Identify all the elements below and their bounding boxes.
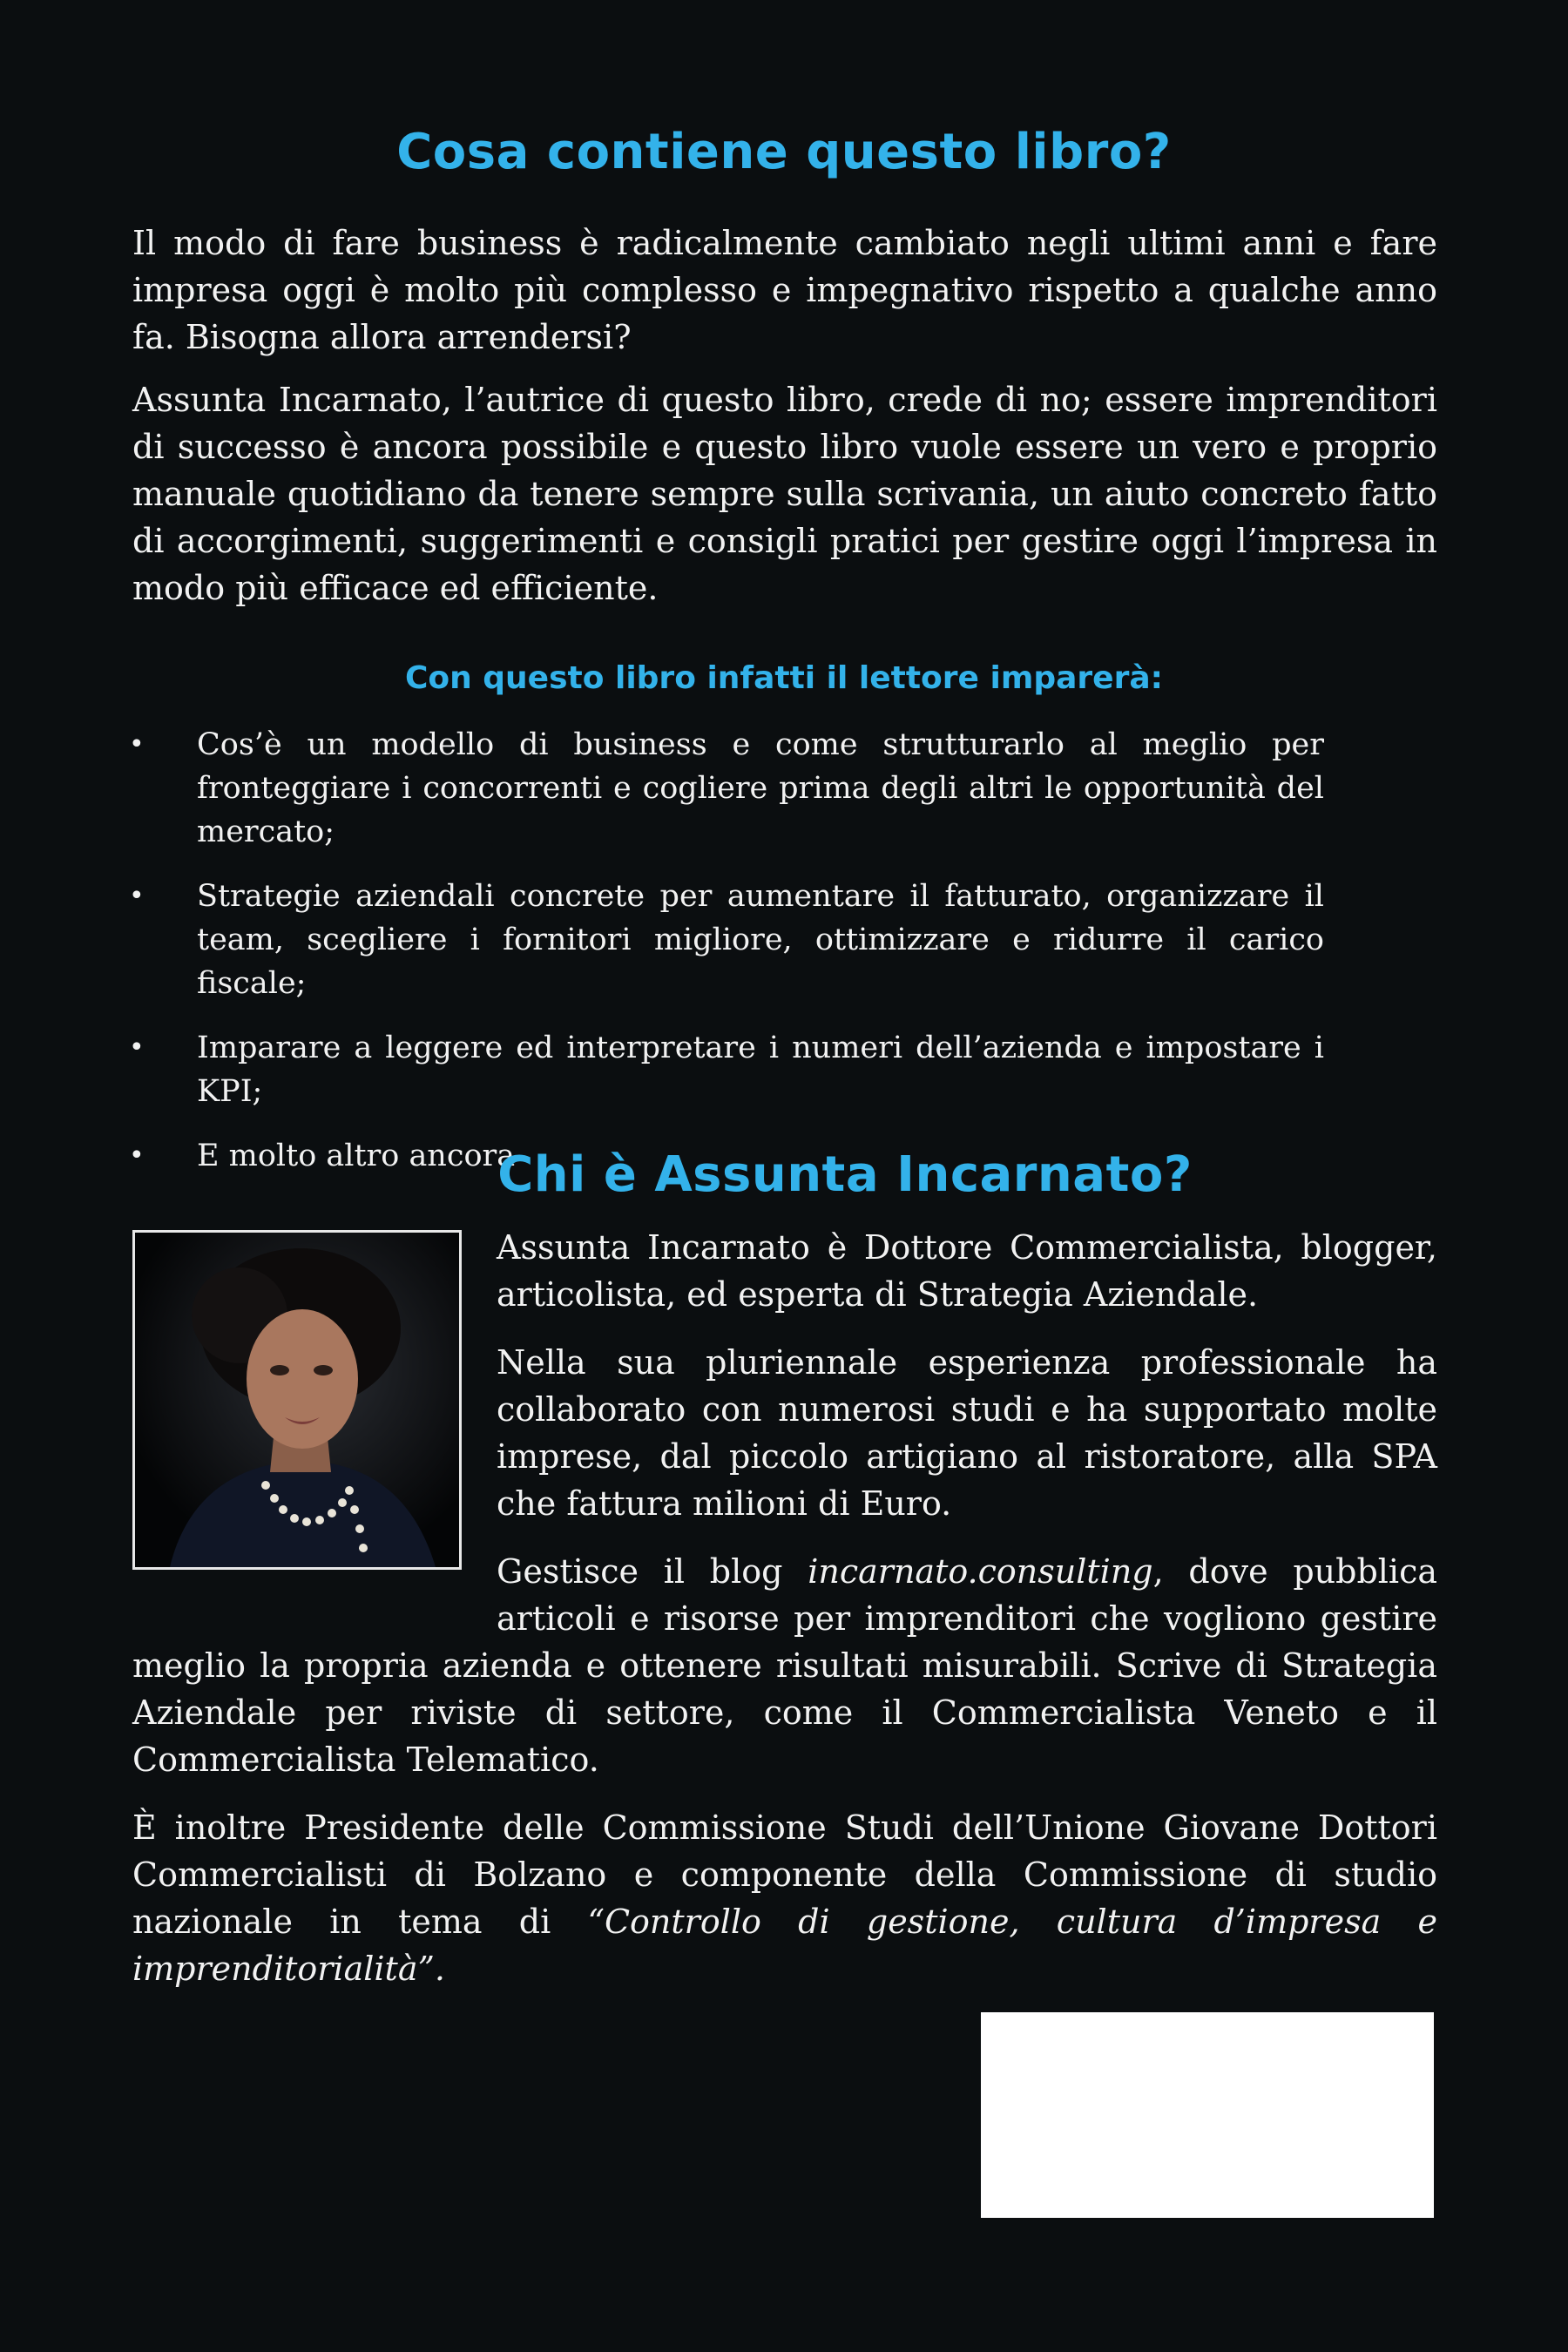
bullet-icon: • bbox=[129, 1140, 145, 1171]
bullet-icon: • bbox=[129, 729, 145, 760]
bullet-icon: • bbox=[129, 881, 145, 911]
list-item bbox=[129, 1026, 1324, 1113]
learning-list bbox=[129, 723, 1324, 1199]
bullet-icon: • bbox=[129, 1032, 145, 1063]
bio-paragraph-3: Gestisce il blog incarnato.consulting, dove pubblica articoli e risorse per imprenditori che vogliono gestire meglio la propria azienda e ottenere risultati misurabili. Scrive di Strategia Aziendale per riviste di settore, come il Commercialista Veneto e il Commercialista Telematico. bbox=[132, 1552, 1438, 1779]
list-item-text: Cos’è un modello di business e come strutturarlo al meglio per fronteggiare i concorrenti e cogliere prima degli altri le opportunità del mercato; bbox=[197, 727, 1324, 849]
section-title-author: Chi è Assunta Incarnato? bbox=[497, 1146, 1193, 1203]
bio-paragraph-1: Assunta Incarnato è Dottore Commercialista, blogger, articolista, ed esperta di Strategia Aziendale. bbox=[497, 1228, 1437, 1314]
list-item-text: Strategie aziendali concrete per aumentare il fatturato, organizzare il team, scegliere i fornitori migliore, ottimizzare e ridurre il carico fiscale; bbox=[197, 879, 1324, 1001]
author-photo bbox=[132, 1230, 462, 1570]
bio-paragraph-2: Nella sua pluriennale esperienza professionale ha collaborato con numerosi studi e ha supportato molte imprese, dal piccolo artigiano al ristoratore, alla SPA che fattura milioni di Euro. bbox=[497, 1343, 1437, 1523]
blog-name: incarnato.consulting bbox=[808, 1552, 1153, 1591]
intro-paragraph-1: Il modo di fare business è radicalmente cambiato negli ultimi anni e fare impresa oggi è molto più complesso e impegnativo rispetto a qualche anno fa. Bisogna allora arrendersi? bbox=[132, 224, 1437, 356]
list-item bbox=[129, 875, 1324, 1005]
section-title-book-contents: Cosa contiene questo libro? bbox=[396, 124, 1172, 180]
commission-topic: “Controllo di gestione, cultura d’impresa e imprenditorialità”. bbox=[132, 1903, 1437, 1988]
barcode-placeholder bbox=[981, 2012, 1434, 2218]
author-portrait-illustration bbox=[135, 1233, 459, 1567]
intro-paragraph-2: Assunta Incarnato, l’autrice di questo libro, crede di no; essere imprenditori di successo è ancora possibile e questo libro vuole essere un vero e proprio manuale quotidiano da tenere sempre sulla scrivania, un aiuto concreto fatto di accorgimenti, suggerimenti e consigli pratici per gestire oggi l’impresa in modo più efficace ed efficiente. bbox=[132, 381, 1437, 607]
learning-subheading: Con questo libro infatti il lettore imparerà: bbox=[404, 660, 1164, 696]
bio-paragraph-4: È inoltre Presidente delle Commissione Studi dell’Unione Giovane Dottori Commercialisti di Bolzano e componente della Commissione di studio nazionale in tema di “Controllo di gestione, cultura d’impresa e imprenditorialità”. bbox=[132, 1808, 1437, 1988]
list-item-text: E molto altro ancora bbox=[197, 1139, 516, 1173]
list-item-text: Imparare a leggere ed interpretare i numeri dell’azienda e impostare i KPI; bbox=[197, 1031, 1324, 1109]
list-item bbox=[129, 723, 1324, 854]
